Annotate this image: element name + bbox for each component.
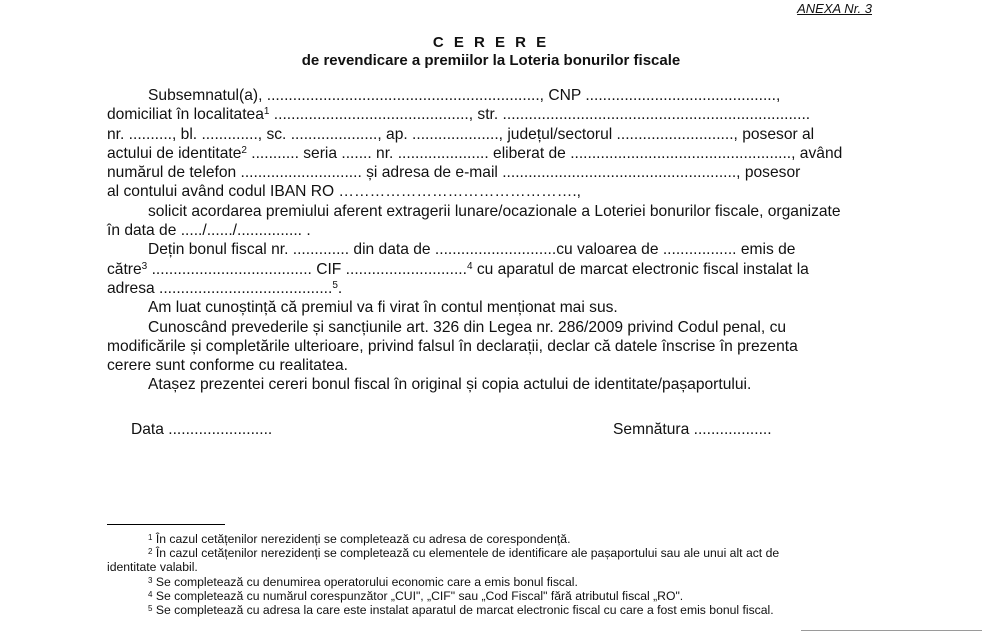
- footnote-ref-1: 1: [263, 106, 270, 118]
- footnote-text: Se completează cu denumirea operatorului economic care a emis bonul fiscal.: [152, 574, 578, 589]
- footnote-text: În cazul cetățenilor nerezidenți se completează cu adresa de corespondență.: [152, 531, 571, 546]
- annex-label: ANEXA Nr. 3: [797, 1, 872, 16]
- text-device: cu aparatul de marcat electronic fiscal instalat la: [472, 260, 809, 278]
- text-period: .: [337, 279, 343, 297]
- date-field: Data ........................: [131, 420, 273, 438]
- document-title: C E R E R E: [432, 34, 550, 51]
- footnote-number: 3: [148, 575, 153, 585]
- footnote-ref-2: 2: [241, 144, 247, 156]
- footnote-ref-3: 3: [141, 260, 148, 272]
- footnote-text: În cazul cetățenilor nerezidenți se completează cu elementele de identificare ale pașaportului sau ale unui alt act de: [152, 546, 780, 561]
- footnote-ref-5: 5: [332, 279, 338, 291]
- text-locality: domiciliat în localitatea: [107, 106, 264, 124]
- signature-field: Semnătura ..................: [613, 420, 772, 438]
- text-cif: ..................................... CIF ............................: [147, 260, 467, 278]
- footnote-2: [107, 546, 873, 560]
- line-iban: al contului având codul IBAN RO ……………………………………….,: [107, 183, 582, 201]
- footnote-text: Se completează cu numărul corespunzător „CUI", „CIF" sau „Cod Fiscal" fără atributul fiscal „RO".: [152, 588, 684, 603]
- text-street: ............................................., str. .......................................................................: [269, 106, 811, 124]
- document-subtitle: de revendicare a premiilor la Loteria bonurilor fiscale: [301, 52, 681, 69]
- footnote-ref-4: 4: [466, 260, 473, 272]
- footnote-5: [107, 603, 873, 617]
- footnote-number: 5: [148, 604, 153, 614]
- line-address-locality: [107, 105, 873, 124]
- footnote-divider: [107, 524, 225, 525]
- line-phone-email: numărul de telefon ............................ și adresa de e-mail ......................................................, posesor: [107, 164, 801, 182]
- footnote-1: [107, 532, 873, 546]
- annex-label-row: [0, 1, 982, 17]
- line-legal-3: cerere sunt conforme cu realitatea.: [107, 357, 348, 375]
- request-body: [107, 86, 873, 395]
- line-applicant-name: Subsemnatul(a), ..............................................................., CNP ............................................,: [148, 87, 781, 104]
- line-legal-2: modificările și completările ulterioare, privind falsul în declarații, declar că datele înscrise în prezenta: [107, 337, 798, 355]
- signature-row: [0, 420, 982, 440]
- line-issuer: [107, 260, 873, 279]
- text-id: actului de identitate: [107, 144, 242, 162]
- footnotes: [107, 532, 873, 618]
- footnote-number: 4: [148, 589, 153, 599]
- footnote-text: Se completează cu adresa la care este instalat aparatul de marcat electronic fiscal cu care a fost emis bonul fiscal.: [152, 603, 774, 618]
- footnote-3: [107, 575, 873, 589]
- line-acknowledgement: Am luat cunoștință că premiul va fi virat în contul menționat mai sus.: [148, 299, 618, 317]
- line-id-document: [107, 144, 873, 163]
- line-device-address: [107, 279, 873, 298]
- line-address-details: nr. .........., bl. ............., sc. ...................., ap. ...................., județul/sectorul ..........................., posesor al: [107, 125, 815, 143]
- footnote-number: 1: [148, 532, 153, 542]
- text-issuer: către: [107, 260, 142, 278]
- footnote-4: [107, 589, 873, 603]
- line-receipt: Dețin bonul fiscal nr. ............. din data de ............................cu valoarea de ................. emis de: [148, 241, 796, 259]
- footnote-2-continued: identitate valabil.: [107, 560, 198, 575]
- text-address: adresa ........................................: [107, 279, 333, 297]
- line-legal-1: Cunoscând prevederile și sancțiunile art. 326 din Legea nr. 286/2009 privind Codul penal, cu: [148, 318, 787, 336]
- text-id-series: ........... seria ....... nr. ..................... eliberat de ..................................................., având: [246, 144, 843, 162]
- line-request: solicit acordarea premiului aferent extragerii lunare/ocazionale a Loteriei bonurilor fiscale, organizate: [148, 202, 841, 220]
- page-edge-line: [801, 630, 982, 631]
- line-attachments: Atașez prezentei cereri bonul fiscal în original și copia actului de identitate/pașaportului.: [148, 376, 752, 394]
- line-draw-date: în data de ...../....../............... .: [107, 222, 311, 240]
- footnote-number: 2: [148, 547, 153, 557]
